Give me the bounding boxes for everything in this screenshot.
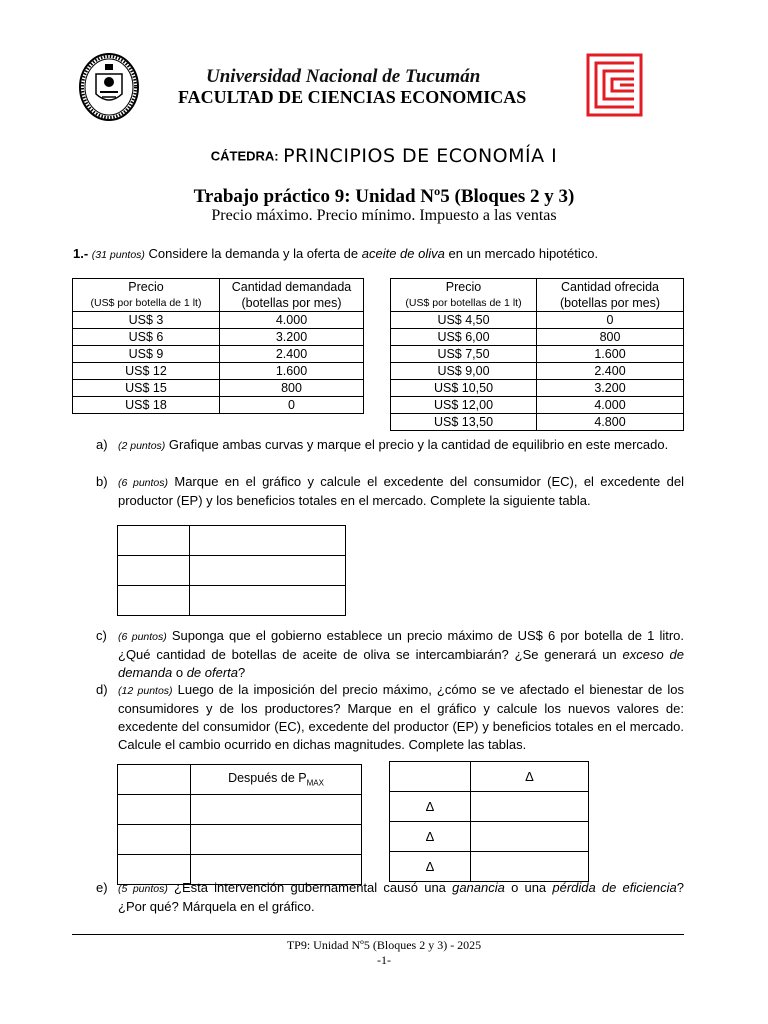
table-row	[118, 795, 362, 825]
item-points: (2 puntos)	[118, 440, 166, 452]
table-cell[interactable]	[118, 586, 190, 616]
pmax-subscript: MAX	[306, 778, 324, 788]
table-row	[390, 792, 589, 822]
table-cell: 1.600	[537, 346, 684, 363]
item-text-block	[118, 627, 684, 682]
table-cell: 2.400	[220, 346, 364, 363]
faculty-name: FACULTAD DE CIENCIAS ECONOMICAS	[178, 87, 527, 107]
table-cell: 4.000	[220, 312, 364, 329]
table-row	[391, 329, 684, 346]
table-header-cell	[73, 279, 220, 312]
table-header-row	[73, 279, 364, 312]
header-sublabel: (botellas por mes)	[559, 296, 661, 310]
table-cell: 4.000	[537, 397, 684, 414]
header-sublabel: (US$ por botellas de 1 lt)	[405, 297, 522, 309]
page-title: Trabajo práctico 9: Unidad Nº5 (Bloques 2 y 3)	[193, 186, 575, 207]
item-label: b)	[96, 474, 108, 489]
table-cell[interactable]	[118, 765, 191, 795]
table-row	[118, 556, 346, 586]
page-subtitle: Precio máximo. Precio mínimo. Impuesto a las ventas	[211, 207, 557, 224]
item-label: d)	[96, 682, 108, 697]
item-text-block	[118, 436, 684, 455]
table-row	[73, 397, 364, 414]
table-header-row	[391, 279, 684, 312]
item-a	[96, 436, 684, 455]
table-cell: US$ 9	[73, 346, 220, 363]
table-row	[391, 346, 684, 363]
table-row	[73, 329, 364, 346]
item-text-block	[118, 879, 684, 916]
item-text-block	[118, 473, 684, 510]
question-product: aceite de oliva	[361, 246, 445, 261]
table-row	[391, 363, 684, 380]
table-row	[73, 346, 364, 363]
delta-label-cell: Δ	[390, 822, 471, 852]
footer	[0, 938, 768, 968]
change-table	[389, 761, 589, 882]
table-cell: 2.400	[537, 363, 684, 380]
item-text: ?	[238, 665, 246, 680]
catedra-name: PRINCIPIOS DE ECONOMÍA I	[283, 145, 558, 167]
table-cell[interactable]	[190, 526, 346, 556]
item-b	[96, 473, 684, 510]
table-row	[390, 852, 589, 882]
item-text: Luego de la imposición del precio máximo, ¿cómo se ve afectado el bienestar de los consumidores y de los productores? Marque en el gráfico y calcule los nuevos valores de: excedente del consumidor (EC), excedente del productor (EP) y beneficios totales en el mercado. Calcule el cambio ocurrido en dichas magnitudes. Complete las tablas.	[118, 682, 684, 752]
table-row	[391, 414, 684, 431]
after-pmax-table	[117, 764, 362, 885]
table-cell: US$ 3	[73, 312, 220, 329]
table-cell: 800	[220, 380, 364, 397]
after-pmax-label: Después de P	[228, 771, 307, 786]
table-row	[73, 312, 364, 329]
table-row	[73, 363, 364, 380]
table-cell: 3.200	[537, 380, 684, 397]
item-emphasis: exceso de demanda	[118, 647, 684, 680]
table-row	[390, 822, 589, 852]
table-cell[interactable]	[390, 762, 471, 792]
table-cell: US$ 12	[73, 363, 220, 380]
item-text: o	[175, 665, 184, 680]
table-cell: US$ 9,00	[391, 363, 537, 380]
table-cell: US$ 6	[73, 329, 220, 346]
footer-title: TP9: Unidad Nº5 (Bloques 2 y 3) - 2025	[286, 938, 482, 952]
table-header-row	[390, 762, 589, 792]
faculty-logo-icon	[586, 53, 643, 117]
question-text-before: Considere la demanda y la oferta de	[148, 246, 359, 261]
item-text: Marque en el gráfico y calcule el excedente del consumidor (EC), el excedente del productor (EP) y los beneficios totales en el mercado. Complete la siguiente tabla.	[118, 474, 684, 508]
header-sublabel: (US$ por botella de 1 lt)	[90, 297, 202, 309]
item-emphasis: pérdida de eficiencia	[552, 880, 677, 895]
table-cell[interactable]	[118, 556, 190, 586]
header-label: Cantidad demandada	[231, 280, 352, 294]
table-header-row	[118, 765, 362, 795]
table-row	[118, 586, 346, 616]
header-label: Cantidad ofrecida	[561, 280, 659, 294]
page-number: -1-	[377, 953, 391, 967]
supply-table	[390, 278, 684, 431]
table-header-cell	[391, 279, 537, 312]
delta-label-cell: Δ	[390, 792, 471, 822]
header-label: Precio	[128, 280, 164, 294]
catedra-label: CÁTEDRA:	[210, 148, 279, 164]
item-emphasis: ganancia	[452, 880, 505, 895]
catedra-line	[0, 145, 768, 167]
table-cell[interactable]	[118, 526, 190, 556]
question-number: 1.-	[73, 246, 89, 261]
table-cell: US$ 18	[73, 397, 220, 414]
table-cell[interactable]	[190, 556, 346, 586]
header-sublabel: (botellas por mes)	[241, 296, 342, 310]
university-name: Universidad Nacional de Tucumán	[206, 66, 481, 87]
item-points: (6 puntos)	[118, 631, 167, 643]
table-cell: 0	[537, 312, 684, 329]
table-cell: US$ 7,50	[391, 346, 537, 363]
table-cell[interactable]	[471, 852, 589, 882]
item-points: (6 puntos)	[118, 477, 169, 489]
delta-header-cell: Δ	[471, 762, 589, 792]
demand-table	[72, 278, 364, 414]
item-e	[96, 879, 684, 916]
table-header-cell	[537, 279, 684, 312]
table-cell: 4.800	[537, 414, 684, 431]
table-cell[interactable]	[471, 792, 589, 822]
table-cell: US$ 10,50	[391, 380, 537, 397]
table-cell[interactable]	[118, 825, 191, 855]
question-text-after: en un mercado hipotético.	[448, 246, 599, 261]
item-points: (5 puntos)	[118, 883, 168, 895]
item-c	[96, 627, 684, 682]
footer-divider	[72, 934, 684, 935]
table-row	[391, 380, 684, 397]
table-cell[interactable]	[190, 586, 346, 616]
table-cell: 800	[537, 329, 684, 346]
table-cell[interactable]	[191, 825, 362, 855]
item-text-block	[118, 681, 684, 754]
table-header-cell	[220, 279, 364, 312]
header-label: Precio	[445, 280, 482, 294]
table-row	[73, 380, 364, 397]
delta-label-cell: Δ	[390, 852, 471, 882]
item-text: o una	[511, 880, 547, 895]
item-text: ¿Esta intervención gubernamental causó una	[174, 880, 446, 895]
table-cell: US$ 6,00	[391, 329, 537, 346]
table-cell: 0	[220, 397, 364, 414]
table-cell: 3.200	[220, 329, 364, 346]
item-label: c)	[96, 628, 107, 643]
question-1	[73, 245, 598, 264]
table-row	[118, 825, 362, 855]
university-seal-icon	[78, 52, 140, 122]
table-header-cell	[191, 765, 362, 795]
item-emphasis: de oferta	[186, 665, 239, 680]
table-cell: 1.600	[220, 363, 364, 380]
table-row	[391, 397, 684, 414]
table-cell: US$ 13,50	[391, 414, 537, 431]
surplus-table	[117, 525, 346, 616]
table-cell[interactable]	[191, 795, 362, 825]
item-label: a)	[96, 437, 108, 452]
item-label: e)	[96, 880, 108, 895]
item-d	[96, 681, 684, 754]
table-cell: US$ 12,00	[391, 397, 537, 414]
table-row	[391, 312, 684, 329]
item-text: ? ¿Por qué? Márquela en el gráfico.	[118, 880, 684, 914]
item-points: (12 puntos)	[118, 685, 173, 697]
table-cell[interactable]	[471, 822, 589, 852]
table-cell: US$ 15	[73, 380, 220, 397]
table-cell[interactable]	[118, 795, 191, 825]
item-text: Suponga que el gobierno establece un precio máximo de US$ 6 por botella de 1 litro. ¿Qué cantidad de botellas de aceite de oliva se intercambiarán? ¿Se generará un	[118, 628, 684, 662]
question-points: (31 puntos)	[91, 249, 145, 261]
table-row	[118, 526, 346, 556]
table-cell: US$ 4,50	[391, 312, 537, 329]
item-text: Grafique ambas curvas y marque el precio y la cantidad de equilibrio en este mercado.	[168, 437, 669, 452]
